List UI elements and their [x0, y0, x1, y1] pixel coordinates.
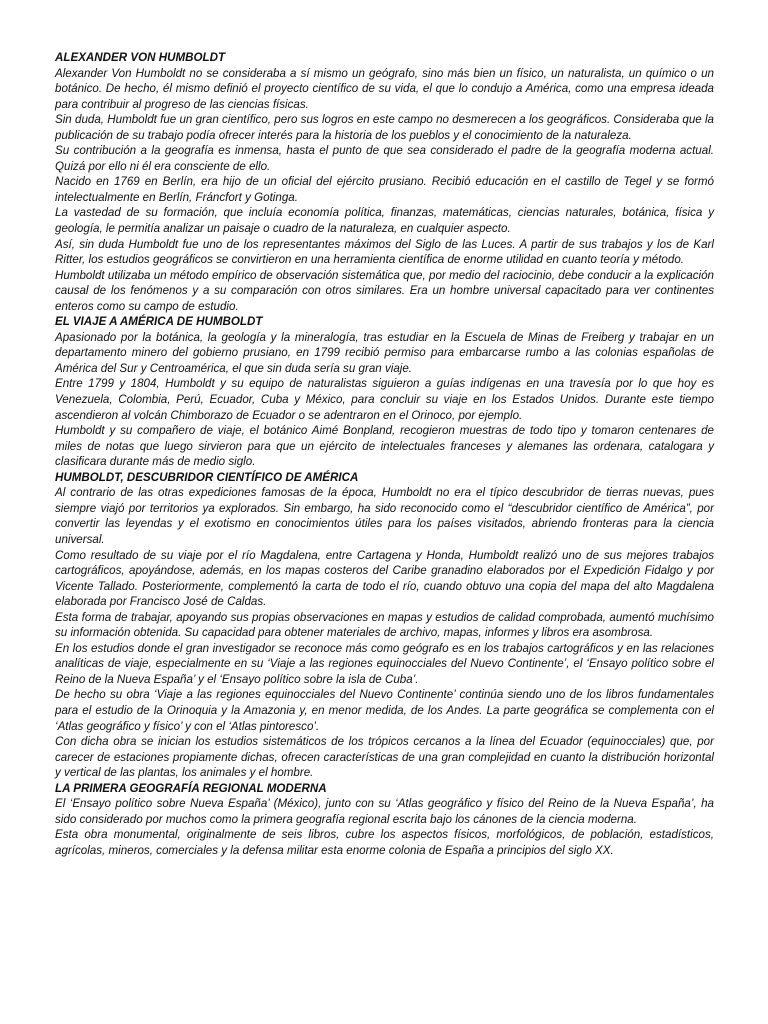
paragraph: En los estudios donde el gran investigador se reconoce más como geógrafo es en los trabajos cartográficos y en las relaciones analíticas de viaje, especialmente en su ‘Viaje a las regiones equinocciales del Nuevo Continente’, el ‘Ensayo político sobre el Reino de la Nueva España’ y el ‘Ensayo político sobre la isla de Cuba’. [55, 641, 714, 686]
paragraph: Apasionado por la botánica, la geología y la mineralogía, tras estudiar en la Escuela de Minas de Freiberg y trabajar en un departamento minero del gobierno prusiano, en 1799 recibió permiso para embarcarse rumbo a las colonias españolas de América del Sur y Centroamérica, el que sin duda sería su gran viaje. [55, 330, 714, 375]
document-body [55, 50, 714, 858]
paragraph: Así, sin duda Humboldt fue uno de los representantes máximos del Siglo de las Luces. A partir de sus trabajos y los de Karl Ritter, los estudios geográficos se convirtieron en una herramienta científica de enorme utilidad en cuanto teoría y método. [55, 237, 714, 267]
paragraph: Humboldt utilizaba un método empírico de observación sistemática que, por medio del raciocinio, debe conducir a la explicación causal de los fenómenos y a su comparación con otros similares. Era un hombre universal capacitado para ver continentes enteros como su campo de estudio. [55, 268, 714, 313]
paragraph: De hecho su obra ‘Viaje a las regiones equinocciales del Nuevo Continente’ continúa siendo uno de los libros fundamentales para el estudio de la Orinoquia y la Amazonia y, en menor medida, de los Andes. La parte geográfica se complementa con el ‘Atlas geográfico y físico’ y con el ‘Atlas pintoresco’. [55, 688, 714, 733]
section-humboldt [55, 50, 714, 314]
section-viaje-america [55, 314, 714, 469]
paragraph: Entre 1799 y 1804, Humboldt y su equipo de naturalistas siguieron a guías indígenas en una travesía por lo que hoy es Venezuela, Colombia, Perú, Ecuador, Cuba y México, para concluir su viaje en los Estados Unidos. Durante este tiempo ascendieron al volcán Chimborazo de Ecuador o se adentraron en el Orinoco, por ejemplo. [55, 377, 714, 422]
section-heading: HUMBOLDT, DESCUBRIDOR CIENTÍFICO DE AMÉRICA [55, 470, 359, 484]
paragraph: Esta forma de trabajar, apoyando sus propias observaciones en mapas y estudios de calidad comprobada, aumentó muchísimo su información obtenida. Su capacidad para obtener materiales de archivo, mapas, informes y libros era asombrosa. [55, 610, 714, 640]
paragraph: Sin duda, Humboldt fue un gran científico, pero sus logros en este campo no desmerecen a los geográficos. Consideraba que la publicación de su trabajo podía ofrecer interés para la historia de los pueblos y el conocimiento de la naturaleza. [55, 113, 714, 142]
paragraph: Como resultado de su viaje por el río Magdalena, entre Cartagena y Honda, Humboldt realizó uno de sus mejores trabajos cartográficos, apoyándose, además, en los mapas costeros del Caribe granadino elaborados por el Expedición Fidalgo y por Vicente Tallado. Posteriormente, complementó la carta de todo el río, cuando obtuvo una copia del mapa del alto Magdalena elaborada por Francisco José de Caldas. [55, 548, 714, 609]
paragraph: El ‘Ensayo político sobre Nueva España’ (México), junto con su ‘Atlas geográfico y físico del Reino de la Nueva España’, ha sido considerado por muchos como la primera geografía regional escrita bajo los cánones de la ciencia moderna. [55, 797, 714, 826]
paragraph: Humboldt y su compañero de viaje, el botánico Aimé Bonpland, recogieron muestras de todo tipo y tomaron centenares de miles de notas que luego sirvieron para que un ejército de intelectuales franceses y alemanes las ordenara, catalogara y clasificara durante más de medio siglo. [55, 424, 714, 469]
paragraph: Nacido en 1769 en Berlín, era hijo de un oficial del ejército prusiano. Recibió educación en el castillo de Tegel y se formó intelectualmente en Berlín, Fráncfort y Gotinga. [55, 175, 714, 204]
paragraph: Al contrario de las otras expediciones famosas de la época, Humboldt no era el típico descubridor de tierras nuevas, pues siempre viajó por territorios ya explorados. Sin embargo, ha sido reconocido como el “descubridor científico de América”, por convertir las leyendas y el exotismo en conocimientos útiles para los países visitados, abriendo fronteras para la ciencia universal. [55, 486, 714, 546]
paragraph: Su contribución a la geografía es inmensa, hasta el punto de que sea considerado el padre de la geografía moderna actual. Quizá por ello ni él era consciente de ello. [55, 144, 714, 173]
section-primera-geografia [55, 781, 714, 859]
paragraph: Esta obra monumental, originalmente de seis libros, cubre los aspectos físicos, morfológicos, de población, estadísticos, agrícolas, mineros, comerciales y la defensa militar esta enorme colonia de España a principios del siglo XX. [55, 828, 714, 857]
paragraph: La vastedad de su formación, que incluía economía política, finanzas, matemáticas, ciencias naturales, botánica, física y geología, le permitía analizar un paisaje o cuadro de la naturaleza, en cualquier aspecto. [55, 206, 714, 236]
section-descubridor-cientifico [55, 470, 714, 781]
section-heading: EL VIAJE A AMÉRICA DE HUMBOLDT [55, 315, 263, 329]
section-heading: LA PRIMERA GEOGRAFÍA REGIONAL MODERNA [55, 781, 327, 795]
paragraph: Alexander Von Humboldt no se consideraba a sí mismo un geógrafo, sino más bien un físico, un naturalista, un químico o un botánico. De hecho, él mismo definió el proyecto científico de su vida, el que lo condujo a América, como una empresa ideada para contribuir al progreso de las ciencias físicas. [55, 66, 714, 111]
paragraph: Con dicha obra se inician los estudios sistemáticos de los trópicos cercanos a la línea del Ecuador (equinocciales) que, por carecer de estaciones propiamente dichas, ofrecen características de una gran complejidad en cuanto la distribución horizontal y vertical de las plantas, los animales y el hombre. [55, 735, 714, 780]
section-heading: ALEXANDER VON HUMBOLDT [55, 51, 226, 64]
